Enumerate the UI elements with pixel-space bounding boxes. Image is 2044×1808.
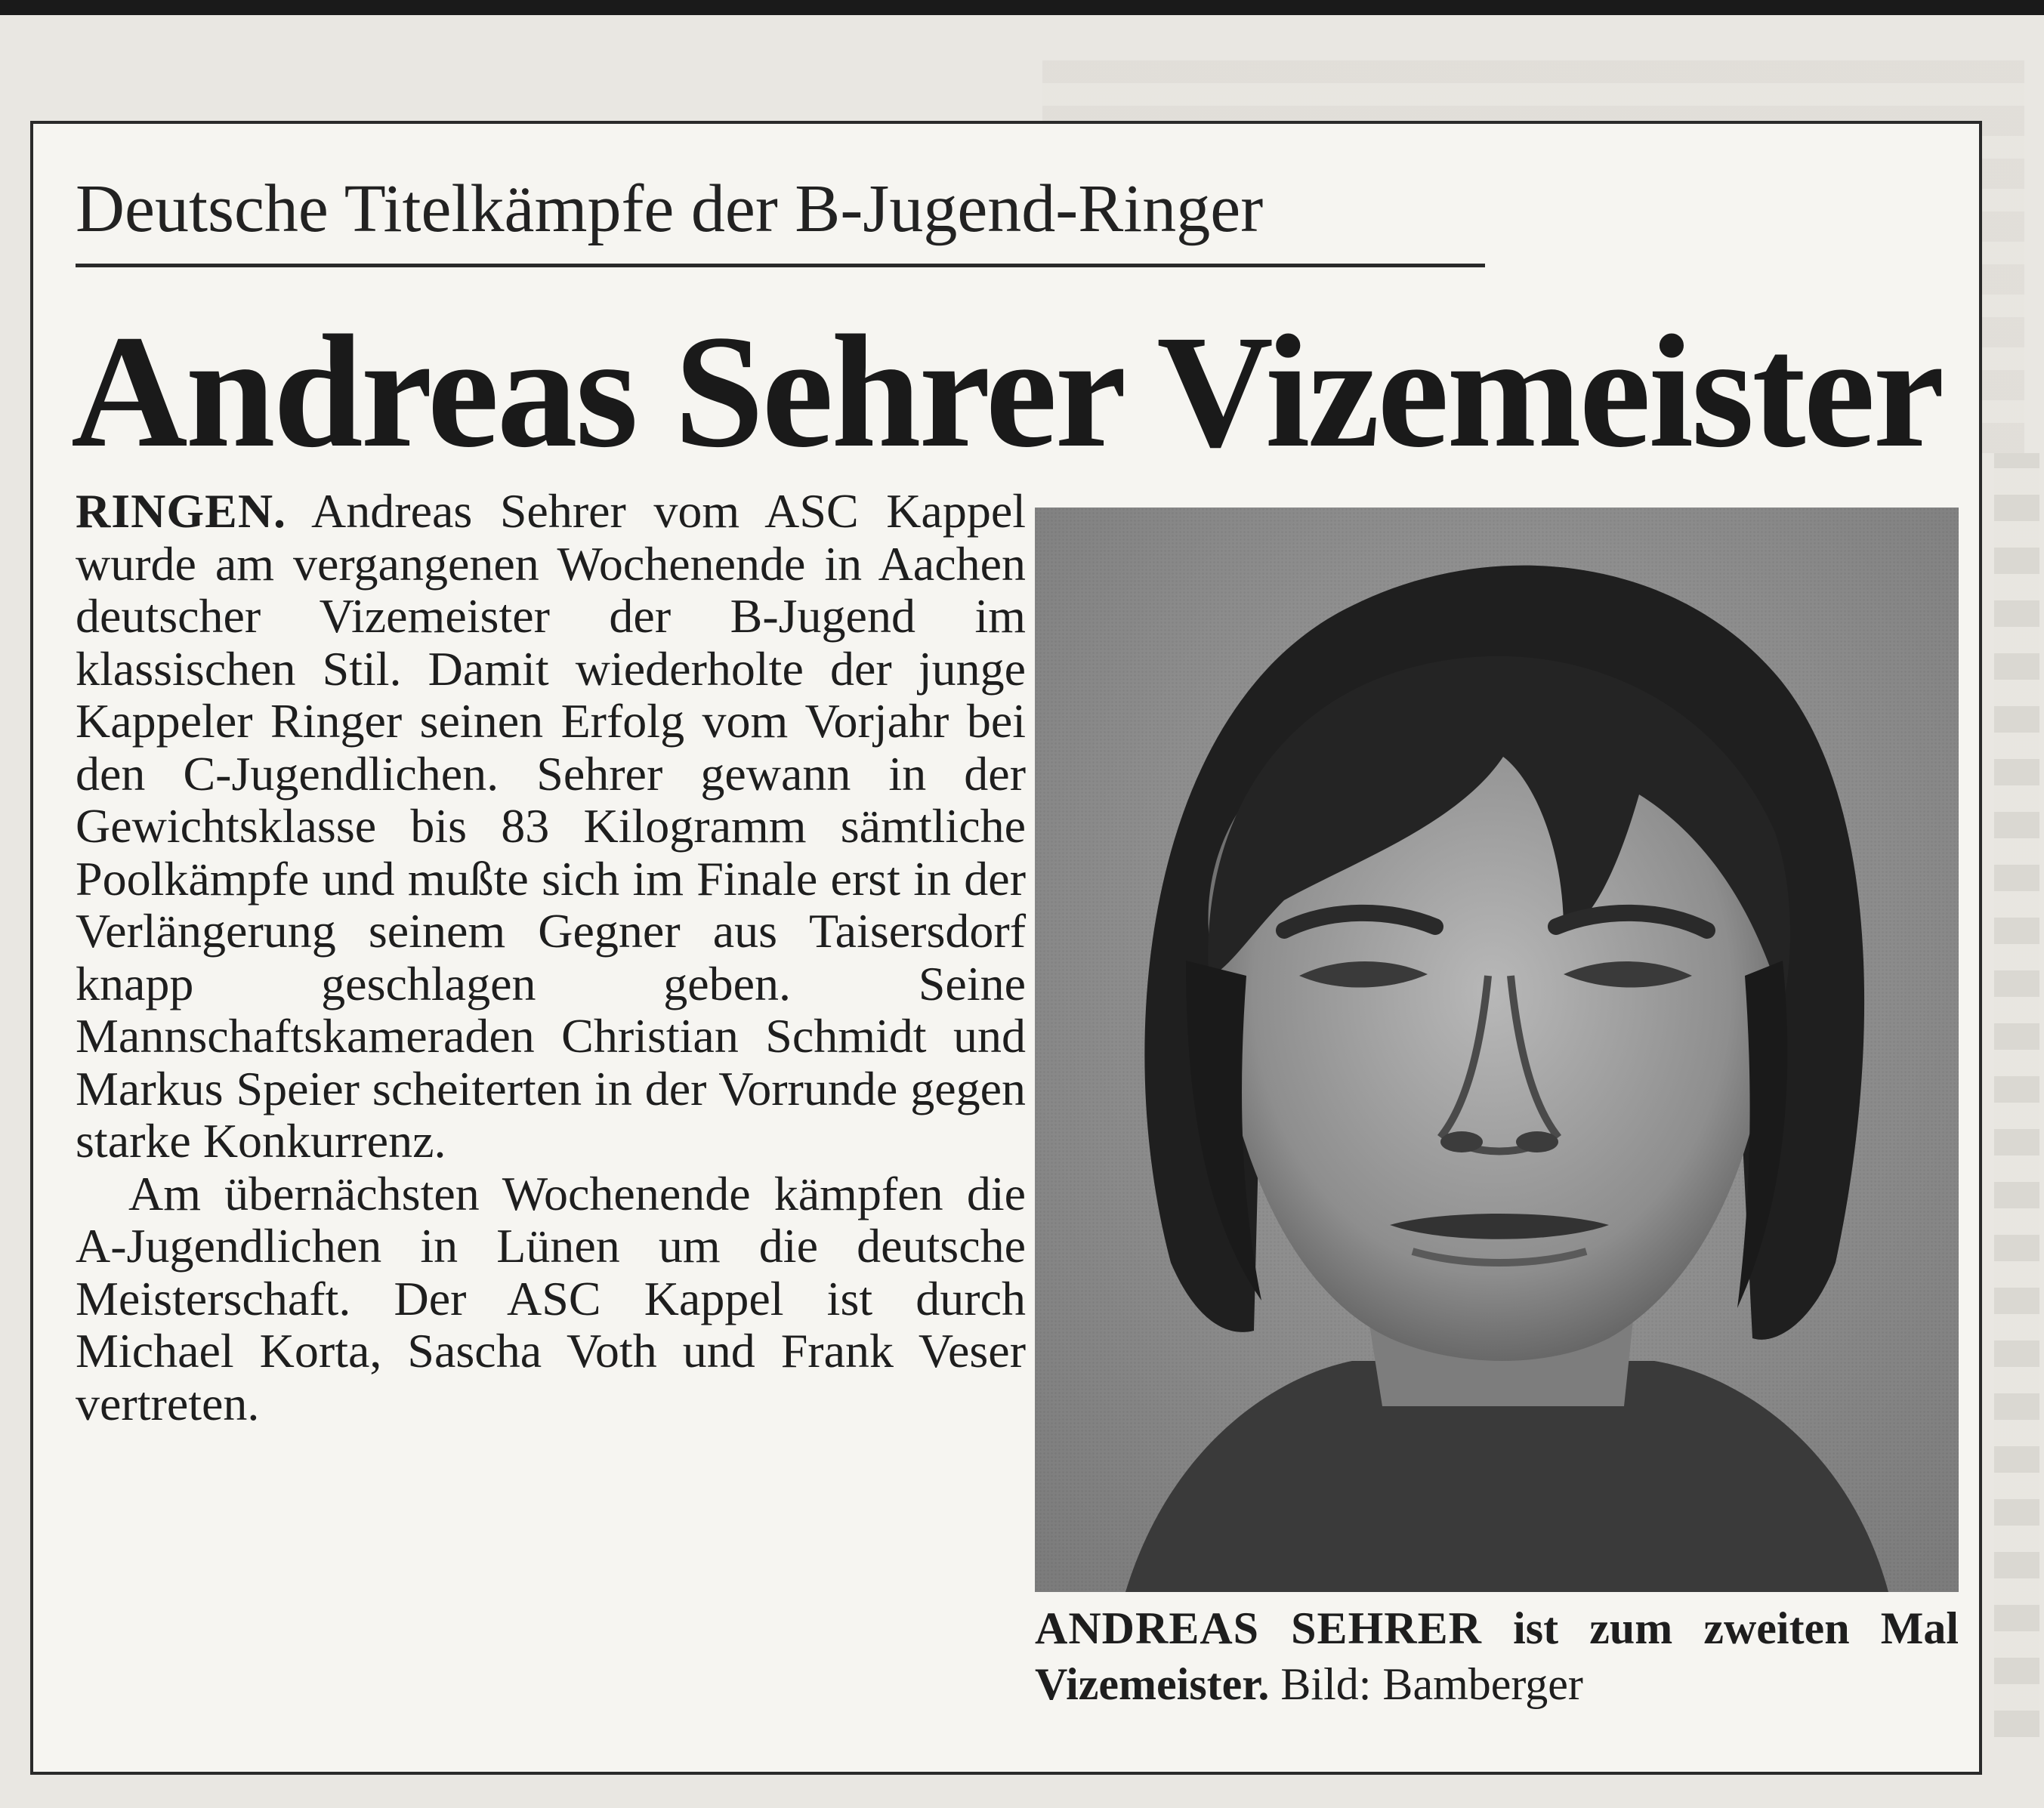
article-headline: Andreas Sehrer Vizemeister — [71, 302, 1943, 481]
article-paragraph: Am übernächsten Wochenende kämpfen die A-Jugendlichen in Lünen um die deutsche Meisterschaft. Der ASC Kappel ist durch Michael Korta, Sascha Voth und Frank Veser vertreten. — [76, 1166, 1026, 1430]
portrait-illustration — [1035, 508, 1959, 1592]
newspaper-article — [30, 121, 1982, 1775]
neighbouring-column-bleed — [30, 23, 1035, 121]
caption-name: ANDREAS SEHRER — [1035, 1603, 1482, 1653]
neighbouring-column-bleed — [1994, 453, 2039, 1737]
caption-text: ist zum zweiten Mal Vizemeister. — [1035, 1603, 1959, 1709]
portrait-photo — [1035, 508, 1959, 1592]
kicker-underline — [76, 264, 1485, 267]
article-paragraph — [76, 485, 1026, 1168]
dateline: RINGEN. — [76, 484, 287, 538]
article-body — [76, 485, 1026, 1430]
paragraph-text: Andreas Sehrer vom ASC Kappel wurde am vergangenen Wochenende in Aachen deutscher Vizemeister der B-Jugend im klassischen Stil. Damit wiederholte der junge Kappeler Ringer seinen Erfolg vom Vorjahr bei den C-Jugendlichen. Sehrer gewann in der Gewichtsklasse bis 83 Kilogramm sämtliche Poolkämpfe und mußte sich im Finale erst in der Verlängerung seinem Gegner aus Taisersdorf knapp geschlagen geben. Seine Mannschaftskameraden Christian Schmidt und Markus Speier scheiterten in der Vorrunde gegen starke Konkurrenz. — [76, 484, 1026, 1168]
article-kicker: Deutsche Titelkämpfe der B-Jugend-Ringer — [76, 171, 1264, 246]
photo-caption — [1035, 1600, 1959, 1712]
scan-top-edge — [0, 0, 2044, 15]
photo-credit: Bild: Bamberger — [1280, 1659, 1583, 1709]
